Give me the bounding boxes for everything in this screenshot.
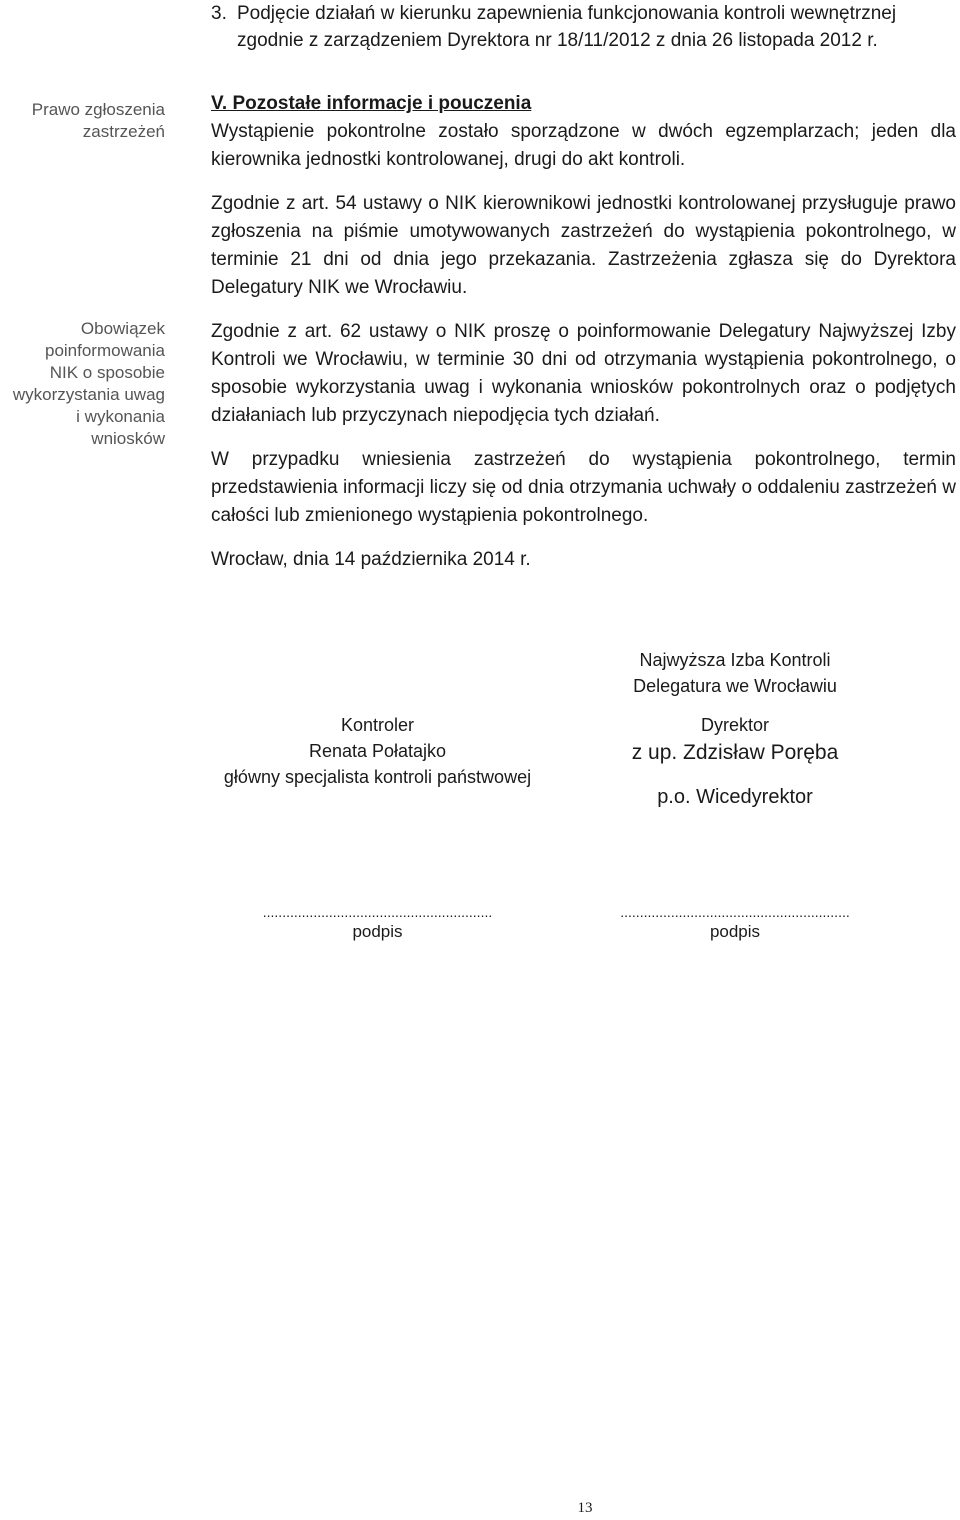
main-content	[211, 90, 956, 574]
page-number: 13	[577, 1500, 593, 1516]
delegation-name: Delegatura we Wrocławiu	[633, 676, 837, 696]
margin-note-line: wniosków	[91, 429, 165, 448]
item-3-paragraph	[211, 0, 956, 54]
institution-name: Najwyższa Izba Kontroli	[639, 650, 831, 670]
paragraph: Wystąpienie pokontrolne zostało sporządzone w dwóch egzemplarzach; jeden dla kierownika jednostki kontrolowanej, drugi do akt kontroli.	[211, 121, 956, 170]
margin-note-objections	[0, 99, 165, 143]
margin-note-line: i wykonania	[76, 407, 165, 426]
signature-inspector	[190, 712, 565, 790]
date-line: Wrocław, dnia 14 października 2014 r.	[211, 549, 531, 570]
item-text: Podjęcie działań w kierunku zapewnienia funkcjonowania kontroli wewnętrznej zgodnie z zarządzeniem Dyrektora nr 18/11/2012 z dnia 26 listopada 2012 r.	[237, 3, 897, 51]
margin-note-line: zastrzeżeń	[82, 122, 165, 141]
signature-director	[555, 712, 915, 810]
section-title: V. Pozostałe informacje i pouczenia	[211, 93, 532, 114]
signature-line-right: ...........................................................	[620, 904, 850, 920]
signature-line-left: ...........................................................	[262, 904, 493, 920]
podpis-label-left: podpis	[352, 922, 403, 941]
institution-header	[555, 647, 915, 699]
margin-note-line: Prawo zgłoszenia	[31, 100, 165, 119]
margin-note-obligation	[0, 318, 165, 450]
signature-deputy: p.o. Wicedyrektor	[657, 786, 813, 808]
margin-note-line: wykorzystania uwag	[12, 385, 165, 404]
margin-note-line: Obowiązek	[80, 319, 165, 338]
item-number: 3.	[211, 3, 227, 24]
margin-note-line: NIK o sposobie	[49, 363, 165, 382]
podpis-label-right: podpis	[709, 922, 761, 941]
paragraph: W przypadku wniesienia zastrzeżeń do wystąpienia pokontrolnego, termin przedstawienia informacji liczy się od dnia otrzymania uchwały o oddaleniu zastrzeżeń w całości lub zmienionego wystąpienia pokontrolnego.	[211, 449, 956, 526]
signature-title: główny specjalista kontroli państwowej	[223, 767, 532, 787]
signature-name: z up. Zdzisław Poręba	[631, 741, 839, 764]
signature-role: Dyrektor	[700, 715, 769, 735]
signature-role: Kontroler	[340, 715, 415, 735]
signature-name: Renata Połatajko	[308, 741, 447, 761]
margin-note-line: poinformowania	[44, 341, 165, 360]
paragraph: Zgodnie z art. 62 ustawy o NIK proszę o poinformowanie Delegatury Najwyższej Izby Kontroli we Wrocławiu, w terminie 30 dni od otrzymania wystąpienia pokontrolnego, o sposobie wykorzystania uwag i wykonania wniosków pokontrolnych oraz o podjętych działaniach lub przyczynach niepodjęcia tych działań.	[211, 321, 956, 426]
paragraph: Zgodnie z art. 54 ustawy o NIK kierownikowi jednostki kontrolowanej przysługuje prawo zgłoszenia na piśmie umotywowanych zastrzeżeń do wystąpienia pokontrolnego, w terminie 21 dni od dnia jego przekazania. Zastrzeżenia zgłasza się do Dyrektora Delegatury NIK we Wrocławiu.	[211, 193, 956, 298]
